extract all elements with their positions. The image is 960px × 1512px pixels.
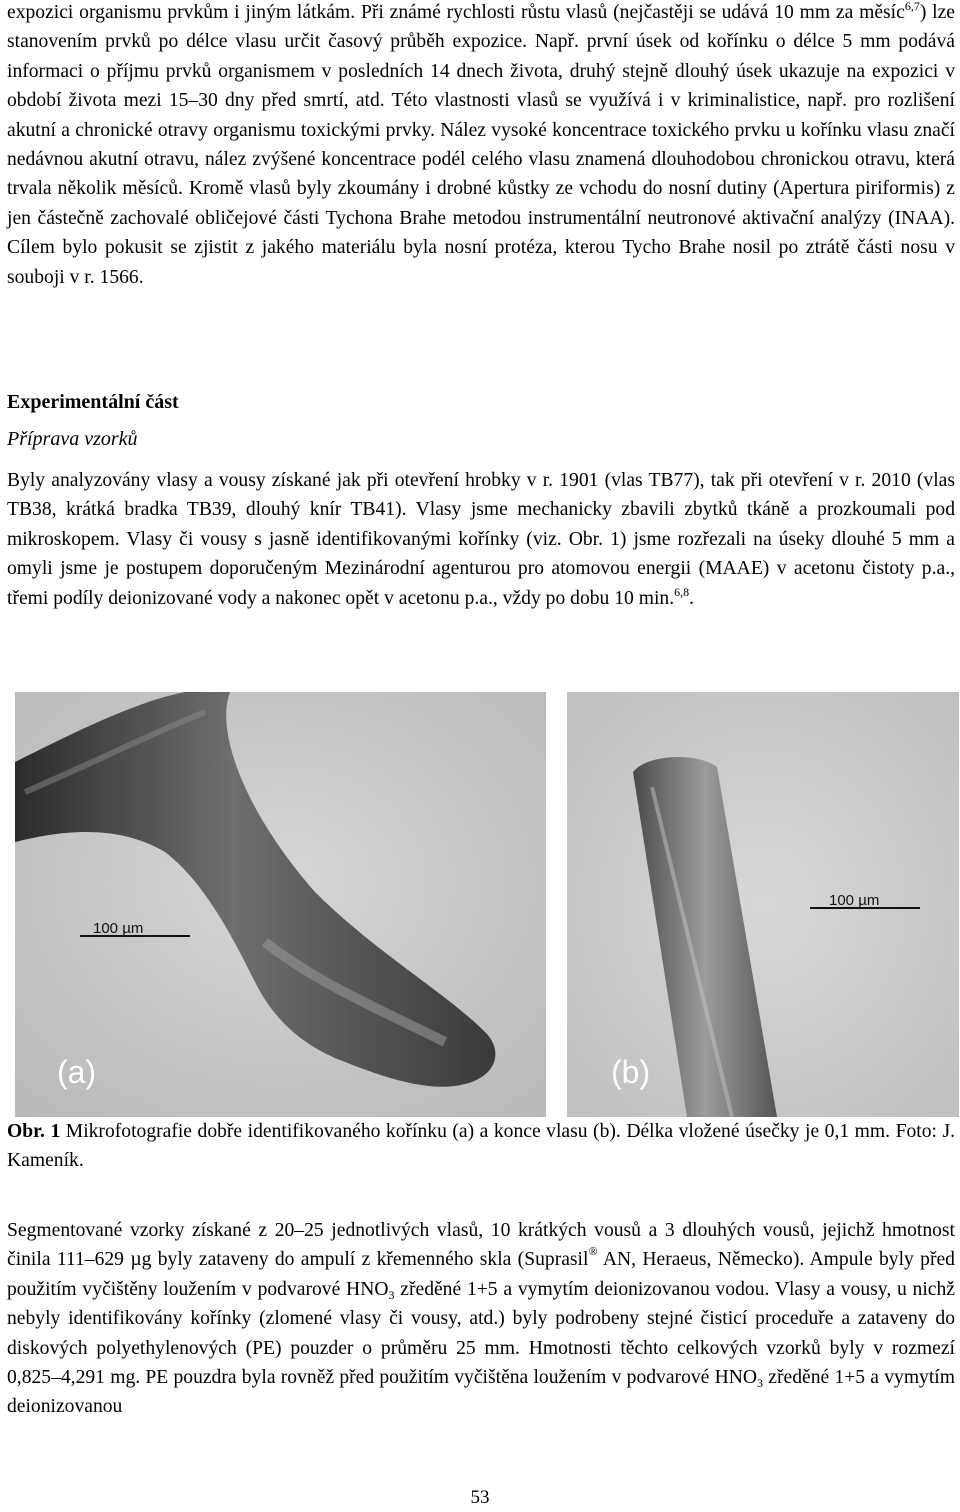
micrograph-hair-root [15, 692, 546, 1117]
paragraph-intro [7, 0, 955, 292]
figure-caption [7, 1117, 955, 1176]
figure-1 [15, 692, 959, 1117]
text-run: zředěné 1+5 a vymytím deionizovanou [7, 1367, 955, 1418]
caption-text: Mikrofotografie dobře identifikovaného kořínku (a) a konce vlasu (b). Délka vložené úsečky je 0,1 mm. Foto: J. Kameník. [7, 1121, 955, 1172]
caption-label: Obr. 1 [7, 1121, 61, 1142]
citation-superscript: 6,7 [904, 0, 920, 13]
text-run: ) lze stanovením prvků po délce vlasu určit časový průběh expozice. Např. první úsek od kořínku o délce 5 mm podává informaci o příjmu prvků organismem v posledních 14 dnech života, druhý stejně dlouhý úsek ukazuje na expozici v období života mezi 15–30 dny před smrtí, atd. Této vlastnosti vlasů se využívá i v kriminalistice, např. pro rozlišení akutní a chronické otravy organismu toxickými prvky. Nález vysoké koncentrace toxického prvku u kořínku vlasu značí nedávnou akutní otravu, nález zvýšené koncentrace podél celého vlasu znamená dlouhodobou chronickou otravu, která trvala několik měsíců. Kromě vlasů byly zkoumány i drobné kůstky ze vchodu do nosní dutiny (Apertura piriformis) z jen částečně zachovalé obličejové části Tychona Brahe metodou instrumentální neutronové aktivační analýzy (INAA). Cílem bylo pokusit se zjistit z jakého materiálu byla nosní protéza, kterou Tycho Brahe nosil po ztrátě části nosu v souboji v r. 1566. [7, 2, 955, 288]
panel-label-b: (b) [611, 1053, 651, 1090]
text-run: expozici organismu prvkům i jiným látkám. Při známé rychlosti růstu vlasů (nejčastěji se udává 10 mm za měsíc [7, 2, 905, 23]
subsection-heading: Příprava vzorků [7, 428, 138, 450]
registered-mark: ® [588, 1244, 598, 1259]
text-run: zředěné 1+5 a vymytím deionizovanou vodou. Vlasy a vousy, u nichž nebyly identifikovány kořínky (zlomené vlasy či vousy, atd.) byly podrobeny stejné čisticí proceduře a zataveny do diskových polyethylenových (PE) pouzder o průměru 25 mm. Hmotnosti těchto celkových vzorků byly v rozmezí 0,825–4,291 mg. PE pouzdra byla rovněž před použitím vyčištěna loužením v podvarové HNO [7, 1278, 955, 1389]
subscript: 3 [757, 1376, 764, 1391]
text-run: . [689, 587, 695, 609]
citation-superscript: 6,8 [674, 584, 690, 599]
text-run: AN, Heraeus, Německo). Ampule byly před použitím vyčištěny loužením v podvarové HNO [7, 1249, 955, 1300]
text-run: Segmentované vzorky získané z 20–25 jednotlivých vlasů, 10 krátkých vousů a 3 dlouhých vousů, jejichž hmotnost činila 111–629 µg byly zataveny do ampulí z křemenného skla (Suprasil [7, 1220, 955, 1271]
paragraph-segmented-samples [7, 1216, 955, 1422]
micrograph-hair-end [567, 692, 959, 1117]
section-heading: Experimentální část [7, 391, 179, 413]
text-run: Byly analyzovány vlasy a vousy získané jak při otevření hrobky v r. 1901 (vlas TB77), tak při otevření v r. 2010 (vlas TB38, krátká bradka TB39, dlouhý knír TB41). Vlasy jsme mechanicky zbavili zbytků tkáně a prozkoumali pod mikroskopem. Vlasy či vousy s jasně identifikovanými kořínky (viz. Obr. 1) jsme rozřezali na úseky dlouhé 5 mm a omyli jsme je postupem doporučeným Mezinárodní agenturou pro atomovou energii (MAAE) v acetonu čistoty p.a., třemi podíly deionizované vody a nakonec opět v acetonu p.a., vždy po dobu 10 min. [7, 470, 955, 609]
paragraph-sample-prep [7, 466, 955, 613]
scale-label-b: 100 µm [829, 892, 880, 909]
scale-label-a: 100 µm [93, 920, 144, 937]
page [7, 0, 955, 1418]
panel-label-a: (a) [57, 1053, 97, 1090]
subscript: 3 [388, 1287, 395, 1302]
page-number: 53 [470, 1487, 490, 1508]
